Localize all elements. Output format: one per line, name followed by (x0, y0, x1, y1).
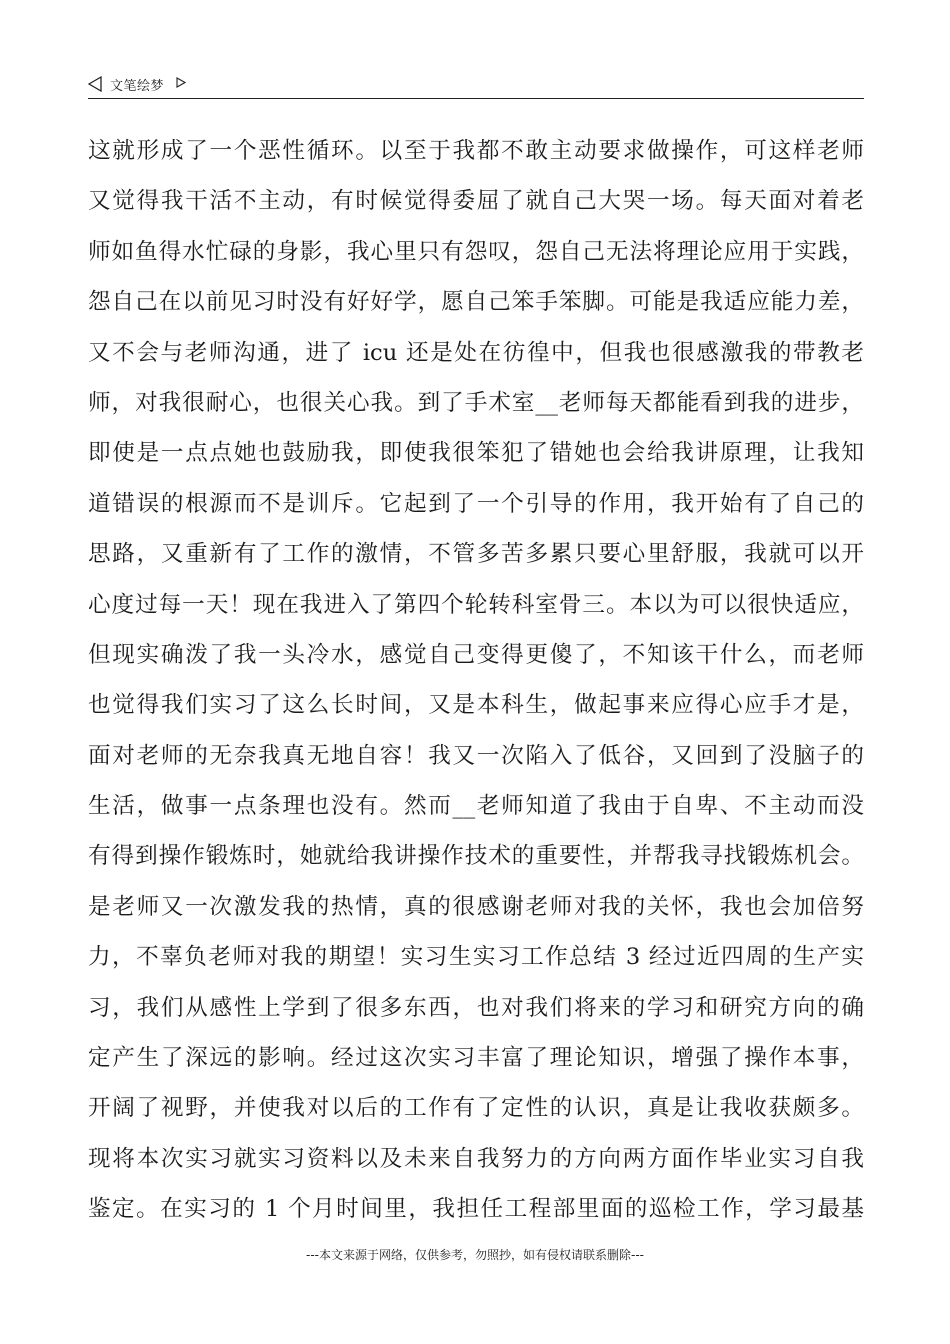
body-line: 定产生了深远的影响。经过这次实习丰富了理论知识，增强了操作本事， (88, 1045, 864, 1072)
body-line: 又觉得我干活不主动，有时候觉得委屈了就自己大哭一场。每天面对着老 (88, 188, 864, 215)
body-line: 是老师又一次激发我的热情，真的很感谢老师对我的关怀，我也会加倍努 (88, 893, 864, 920)
right-triangle-icon (176, 77, 186, 88)
header-title: 文笔绘梦 (110, 79, 165, 94)
body-line: 习，我们从感性上学到了很多东西，也对我们将来的学习和研究方向的确 (88, 994, 864, 1021)
body-line: 心度过每一天！现在我进入了第四个轮转科室骨三。本以为可以很快适应， (88, 591, 864, 618)
body-line: 力，不辜负老师对我的期望！实习生实习工作总结 3 经过近四周的生产实 (88, 944, 864, 971)
body-line: 即使是一点点她也鼓励我，即使我很笨犯了错她也会给我讲原理，让我知 (88, 440, 864, 467)
page-header (88, 74, 864, 99)
body-line: 师，对我很耐心，也很关心我。到了手术室__老师每天都能看到我的进步， (88, 389, 864, 416)
body-line: 面对老师的无奈我真无地自容！我又一次陷入了低谷，又回到了没脑子的 (88, 742, 864, 769)
body-line: 开阔了视野，并使我对以后的工作有了定性的认识，真是让我收获颇多。 (88, 1095, 864, 1122)
body-line: 鉴定。在实习的 1 个月时间里，我担任工程部里面的巡检工作，学习最基 (88, 1196, 864, 1223)
body-line: 师如鱼得水忙碌的身影，我心里只有怨叹，怨自己无法将理论应用于实践， (88, 238, 864, 265)
body-line: 但现实确泼了我一头冷水，感觉自己变得更傻了，不知该干什么，而老师 (88, 641, 864, 668)
body-line: 也觉得我们实习了这么长时间，又是本科生，做起事来应得心应手才是， (88, 692, 864, 719)
body-line: 现将本次实习就实习资料以及未来自我努力的方向两方面作毕业实习自我 (88, 1145, 864, 1172)
body-line: 思路，又重新有了工作的激情，不管多苦多累只要心里舒服，我就可以开 (88, 541, 864, 568)
page-footer: ---本文来源于网络，仅供参考，勿照抄，如有侵权请联系删除--- (306, 1248, 644, 1262)
body-line: 怨自己在以前见习时没有好好学，愿自己笨手笨脚。可能是我适应能力差， (88, 289, 864, 316)
body-line: 道错误的根源而不是训斥。它起到了一个引导的作用，我开始有了自己的 (88, 490, 864, 517)
document-body (88, 126, 864, 1235)
body-line: 又不会与老师沟通，进了 icu 还是处在彷徨中，但我也很感激我的带教老 (88, 339, 864, 366)
body-line: 生活，做事一点条理也没有。然而__老师知道了我由于自卑、不主动而没 (88, 793, 864, 820)
left-triangle-icon (88, 76, 102, 92)
body-line: 这就形成了一个恶性循环。以至于我都不敢主动要求做操作，可这样老师 (88, 138, 864, 164)
body-line: 有得到操作锻炼时，她就给我讲操作技术的重要性，并帮我寻找锻炼机会。 (88, 843, 864, 870)
